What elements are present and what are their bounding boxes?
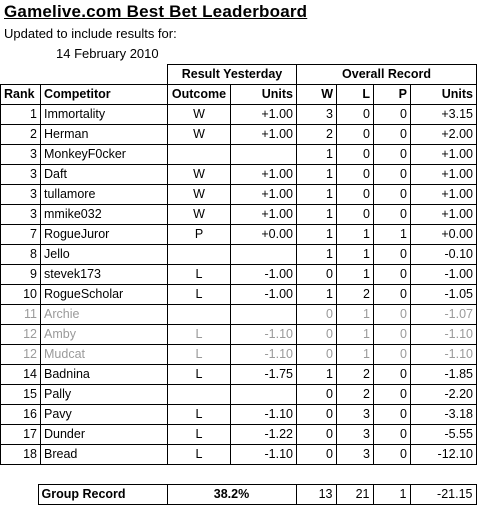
rank-cell: 3 — [1, 165, 41, 185]
outcome-header: Outcome — [168, 85, 231, 105]
pushes-cell: 0 — [374, 145, 411, 165]
competitor-cell: Immortality — [41, 105, 168, 125]
losses-cell: 2 — [337, 285, 374, 305]
table-row — [1, 125, 477, 145]
competitor-cell: Dunder — [41, 425, 168, 445]
competitor-cell: RogueJuror — [41, 225, 168, 245]
units-yesterday-cell: -1.22 — [231, 425, 297, 445]
wins-cell: 1 — [297, 225, 337, 245]
outcome-cell: L — [168, 405, 231, 425]
leaderboard-title: Gamelive.com Best Bet Leaderboard — [4, 2, 308, 21]
pushes-cell: 0 — [374, 305, 411, 325]
pushes-cell: 0 — [374, 105, 411, 125]
rank-cell: 14 — [1, 365, 41, 385]
rank-cell: 1 — [1, 105, 41, 125]
units-overall-cell: -2.20 — [411, 385, 477, 405]
outcome-cell: P — [168, 225, 231, 245]
units-overall-cell: -1.10 — [411, 345, 477, 365]
units-overall-cell: +0.00 — [411, 225, 477, 245]
wins-cell: 0 — [297, 265, 337, 285]
competitor-cell: RogueScholar — [41, 285, 168, 305]
units-yesterday-cell: -1.75 — [231, 365, 297, 385]
competitor-cell: Archie — [41, 305, 168, 325]
wins-cell: 0 — [297, 405, 337, 425]
wins-cell: 1 — [297, 285, 337, 305]
table-row — [1, 345, 477, 365]
group-header-row — [1, 65, 477, 85]
competitor-header: Competitor — [41, 85, 168, 105]
units-overall-cell: -3.18 — [411, 405, 477, 425]
rank-cell: 12 — [1, 345, 41, 365]
units-yesterday-cell — [231, 305, 297, 325]
pushes-cell: 0 — [374, 365, 411, 385]
wins-cell: 3 — [297, 105, 337, 125]
pushes-cell: 0 — [374, 285, 411, 305]
rank-cell: 11 — [1, 305, 41, 325]
units-yesterday-cell: +1.00 — [231, 165, 297, 185]
pushes-cell: 0 — [374, 445, 411, 465]
rank-cell: 18 — [1, 445, 41, 465]
outcome-cell: L — [168, 345, 231, 365]
wins-cell: 1 — [297, 245, 337, 265]
table-row — [1, 225, 477, 245]
competitor-cell: MonkeyF0cker — [41, 145, 168, 165]
units-overall-cell: -1.10 — [411, 325, 477, 345]
units-yesterday-cell — [231, 145, 297, 165]
wins-cell: 0 — [297, 445, 337, 465]
losses-cell: 3 — [337, 425, 374, 445]
table-row — [1, 185, 477, 205]
losses-cell: 2 — [337, 365, 374, 385]
losses-cell: 1 — [337, 305, 374, 325]
outcome-cell: L — [168, 285, 231, 305]
group-record-pushes: 1 — [373, 485, 410, 505]
units-overall-cell: -0.10 — [411, 245, 477, 265]
table-row — [1, 425, 477, 445]
wins-cell: 2 — [297, 125, 337, 145]
pushes-cell: 1 — [374, 225, 411, 245]
group-record-losses: 21 — [336, 485, 373, 505]
group-record-label: Group Record — [38, 485, 167, 505]
outcome-cell: W — [168, 165, 231, 185]
pushes-cell: 0 — [374, 405, 411, 425]
competitor-cell: Amby — [41, 325, 168, 345]
units-yesterday-cell: +1.00 — [231, 105, 297, 125]
result-yesterday-header: Result Yesterday — [168, 65, 297, 85]
table-row — [1, 285, 477, 305]
pushes-cell: 0 — [374, 425, 411, 445]
pushes-cell: 0 — [374, 265, 411, 285]
losses-cell: 1 — [337, 225, 374, 245]
units-yesterday-cell: -1.10 — [231, 405, 297, 425]
outcome-cell: W — [168, 105, 231, 125]
group-record-wins: 13 — [296, 485, 336, 505]
units-overall-cell: +1.00 — [411, 185, 477, 205]
units-yesterday-cell — [231, 245, 297, 265]
pushes-cell: 0 — [374, 125, 411, 145]
table-row — [1, 145, 477, 165]
losses-cell: 1 — [337, 325, 374, 345]
rank-cell: 16 — [1, 405, 41, 425]
wins-cell: 0 — [297, 425, 337, 445]
units-yesterday-cell: +1.00 — [231, 205, 297, 225]
units-overall-cell: -1.05 — [411, 285, 477, 305]
units-yesterday-cell: +0.00 — [231, 225, 297, 245]
group-record-row — [0, 485, 476, 505]
pushes-header: P — [374, 85, 411, 105]
rank-cell: 10 — [1, 285, 41, 305]
pushes-cell: 0 — [374, 345, 411, 365]
outcome-cell: L — [168, 445, 231, 465]
outcome-cell — [168, 385, 231, 405]
units-overall-cell: +1.00 — [411, 165, 477, 185]
rank-cell: 7 — [1, 225, 41, 245]
column-header-row — [1, 85, 477, 105]
units-yesterday-cell: +1.00 — [231, 125, 297, 145]
outcome-cell: L — [168, 265, 231, 285]
outcome-cell — [168, 245, 231, 265]
losses-cell: 0 — [337, 185, 374, 205]
units-overall-cell: +1.00 — [411, 145, 477, 165]
losses-cell: 0 — [337, 205, 374, 225]
rank-cell: 3 — [1, 145, 41, 165]
outcome-cell: W — [168, 125, 231, 145]
rank-cell: 12 — [1, 325, 41, 345]
losses-cell: 1 — [337, 245, 374, 265]
units-yesterday-cell: -1.00 — [231, 285, 297, 305]
competitor-cell: Pally — [41, 385, 168, 405]
units-yesterday-header: Units — [231, 85, 297, 105]
table-row — [1, 105, 477, 125]
competitor-cell: stevek173 — [41, 265, 168, 285]
units-overall-cell: +2.00 — [411, 125, 477, 145]
competitor-cell: Mudcat — [41, 345, 168, 365]
losses-cell: 3 — [337, 405, 374, 425]
table-row — [1, 445, 477, 465]
wins-cell: 0 — [297, 325, 337, 345]
wins-cell: 0 — [297, 345, 337, 365]
rank-cell: 3 — [1, 205, 41, 225]
competitor-cell: Bread — [41, 445, 168, 465]
pushes-cell: 0 — [374, 165, 411, 185]
rank-cell: 15 — [1, 385, 41, 405]
units-yesterday-cell: -1.00 — [231, 265, 297, 285]
units-overall-cell: -12.10 — [411, 445, 477, 465]
units-overall-header: Units — [411, 85, 477, 105]
losses-header: L — [337, 85, 374, 105]
losses-cell: 1 — [337, 265, 374, 285]
wins-cell: 0 — [297, 305, 337, 325]
wins-cell: 1 — [297, 145, 337, 165]
outcome-cell: W — [168, 205, 231, 225]
pushes-cell: 0 — [374, 245, 411, 265]
updated-label: Updated to include results for: — [4, 26, 177, 41]
rank-cell: 8 — [1, 245, 41, 265]
rank-cell: 2 — [1, 125, 41, 145]
units-yesterday-cell — [231, 385, 297, 405]
competitor-cell: mmike032 — [41, 205, 168, 225]
outcome-cell: L — [168, 325, 231, 345]
wins-cell: 1 — [297, 365, 337, 385]
units-overall-cell: -1.00 — [411, 265, 477, 285]
units-overall-cell: -5.55 — [411, 425, 477, 445]
pushes-cell: 0 — [374, 205, 411, 225]
wins-cell: 1 — [297, 205, 337, 225]
group-record-pct: 38.2% — [167, 485, 296, 505]
outcome-cell — [168, 305, 231, 325]
competitor-cell: Herman — [41, 125, 168, 145]
losses-cell: 0 — [337, 125, 374, 145]
outcome-cell: L — [168, 365, 231, 385]
pushes-cell: 0 — [374, 185, 411, 205]
pushes-cell: 0 — [374, 385, 411, 405]
competitor-cell: Badnina — [41, 365, 168, 385]
table-row — [1, 205, 477, 225]
outcome-cell: L — [168, 425, 231, 445]
table-row — [1, 365, 477, 385]
leaderboard-table — [0, 64, 477, 465]
group-record-units: -21.15 — [410, 485, 476, 505]
units-yesterday-cell: -1.10 — [231, 445, 297, 465]
competitor-cell: Jello — [41, 245, 168, 265]
table-row — [1, 265, 477, 285]
table-row — [1, 405, 477, 425]
pushes-cell: 0 — [374, 325, 411, 345]
outcome-cell: W — [168, 185, 231, 205]
competitor-cell: Pavy — [41, 405, 168, 425]
table-row — [1, 165, 477, 185]
table-row — [1, 385, 477, 405]
rank-cell: 9 — [1, 265, 41, 285]
competitor-cell: tullamore — [41, 185, 168, 205]
units-yesterday-cell: +1.00 — [231, 185, 297, 205]
rank-header: Rank — [1, 85, 41, 105]
wins-cell: 0 — [297, 385, 337, 405]
table-row — [1, 325, 477, 345]
losses-cell: 0 — [337, 165, 374, 185]
overall-record-header: Overall Record — [297, 65, 477, 85]
losses-cell: 0 — [337, 145, 374, 165]
losses-cell: 1 — [337, 345, 374, 365]
rank-cell: 17 — [1, 425, 41, 445]
losses-cell: 0 — [337, 105, 374, 125]
units-yesterday-cell: -1.10 — [231, 345, 297, 365]
results-date: 14 February 2010 — [56, 46, 159, 61]
table-row — [1, 305, 477, 325]
units-overall-cell: +3.15 — [411, 105, 477, 125]
wins-cell: 1 — [297, 185, 337, 205]
units-overall-cell: -1.07 — [411, 305, 477, 325]
group-record-table — [0, 484, 477, 505]
wins-header: W — [297, 85, 337, 105]
competitor-cell: Daft — [41, 165, 168, 185]
losses-cell: 2 — [337, 385, 374, 405]
units-overall-cell: -1.85 — [411, 365, 477, 385]
units-overall-cell: +1.00 — [411, 205, 477, 225]
rank-cell: 3 — [1, 185, 41, 205]
losses-cell: 3 — [337, 445, 374, 465]
wins-cell: 1 — [297, 165, 337, 185]
outcome-cell — [168, 145, 231, 165]
units-yesterday-cell: -1.10 — [231, 325, 297, 345]
table-row — [1, 245, 477, 265]
